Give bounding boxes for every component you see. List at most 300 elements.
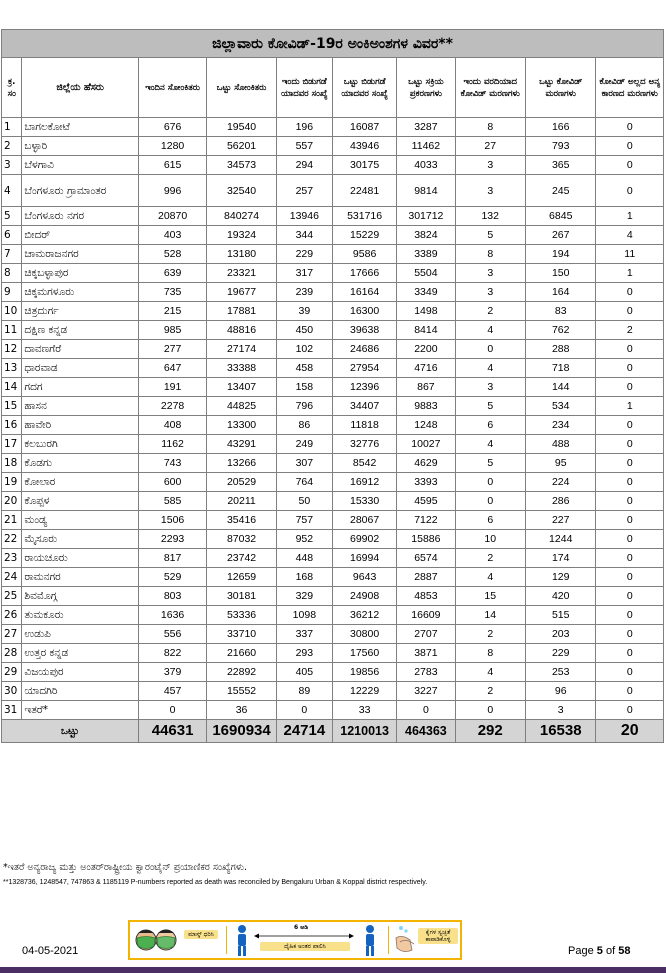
mask-label: ಮಾಸ್ಕ್ ಧರಿಸಿ (184, 930, 218, 939)
person-right-icon (362, 924, 378, 958)
table-row (2, 606, 664, 625)
cell-today-deaths: 0 (455, 492, 525, 511)
cell-active: 9883 (397, 397, 455, 416)
cell-total-discharged: 34407 (332, 397, 396, 416)
cell-today-infected: 822 (138, 644, 206, 663)
cell-total-discharged: 15330 (332, 492, 396, 511)
cell-total-discharged: 43946 (332, 137, 396, 156)
cell-total-deaths: 166 (525, 118, 595, 137)
cell-today-infected: 379 (138, 663, 206, 682)
cell-total-discharged: 16087 (332, 118, 396, 137)
cell-today-infected: 2278 (138, 397, 206, 416)
cell-active: 3389 (397, 245, 455, 264)
cell-total-infected: 56201 (207, 137, 276, 156)
table-row (2, 118, 664, 137)
table-row (2, 156, 664, 175)
cell-active: 0 (397, 701, 455, 720)
header-total-infected: ಒಟ್ಟು ಸೋಂಕಿತರು (207, 58, 276, 118)
cell-other-deaths: 0 (596, 511, 664, 530)
cell-no: 29 (2, 663, 22, 682)
cell-total-infected: 48816 (207, 321, 276, 340)
cell-total-discharged: 28067 (332, 511, 396, 530)
cell-other-deaths: 0 (596, 644, 664, 663)
cell-total-infected: 20529 (207, 473, 276, 492)
cell-today-infected: 1636 (138, 606, 206, 625)
cell-active: 4595 (397, 492, 455, 511)
table-row (2, 511, 664, 530)
cell-today-discharged: 102 (276, 340, 332, 359)
cell-today-discharged: 39 (276, 302, 332, 321)
cell-total-infected: 13407 (207, 378, 276, 397)
cell-district: ಬೀದರ್ (22, 226, 138, 245)
cell-district: ಕೋಲಾರ (22, 473, 138, 492)
cell-no: 9 (2, 283, 22, 302)
cell-active: 3871 (397, 644, 455, 663)
cell-total-infected: 15552 (207, 682, 276, 701)
cell-total-deaths: 288 (525, 340, 595, 359)
cell-total-infected: 53336 (207, 606, 276, 625)
cell-total-infected: 840274 (207, 207, 276, 226)
cell-total-infected: 23742 (207, 549, 276, 568)
cell-no: 2 (2, 137, 22, 156)
cell-today-discharged: 294 (276, 156, 332, 175)
table-row (2, 587, 664, 606)
cell-today-infected: 985 (138, 321, 206, 340)
cell-today-discharged: 257 (276, 175, 332, 207)
cell-no: 25 (2, 587, 22, 606)
hands-label: ಕೈಗಳ ಸ್ವಚ್ಛತೆ ಕಾಪಾಡಿಕೊಳ್ಳಿ (418, 928, 458, 944)
cell-other-deaths: 1 (596, 207, 664, 226)
cell-total-deaths: 267 (525, 226, 595, 245)
page-number (568, 945, 630, 957)
cell-today-deaths: 10 (455, 530, 525, 549)
cell-today-discharged: 796 (276, 397, 332, 416)
cell-today-deaths: 15 (455, 587, 525, 606)
cell-today-deaths: 3 (455, 264, 525, 283)
distance-label: ದೈಹಿಕ ಅಂತರ ಪಾಲಿಸಿ (260, 942, 350, 951)
table-row (2, 435, 664, 454)
cell-other-deaths: 0 (596, 568, 664, 587)
cell-today-discharged: 764 (276, 473, 332, 492)
cell-other-deaths: 0 (596, 378, 664, 397)
cell-total-discharged: 12396 (332, 378, 396, 397)
cell-total-discharged: 16164 (332, 283, 396, 302)
cell-total-deaths: 488 (525, 435, 595, 454)
cell-total-infected: 19324 (207, 226, 276, 245)
cell-active: 11462 (397, 137, 455, 156)
table-row (2, 175, 664, 207)
cell-today-deaths: 2 (455, 302, 525, 321)
cell-no: 11 (2, 321, 22, 340)
cell-total-discharged: 33 (332, 701, 396, 720)
cell-total-discharged: 22481 (332, 175, 396, 207)
total-active: 464363 (397, 720, 455, 743)
cell-total-deaths: 253 (525, 663, 595, 682)
cell-no: 3 (2, 156, 22, 175)
cell-total-infected: 33710 (207, 625, 276, 644)
cell-today-deaths: 5 (455, 397, 525, 416)
cell-total-discharged: 32776 (332, 435, 396, 454)
cell-total-discharged: 19856 (332, 663, 396, 682)
cell-active: 4716 (397, 359, 455, 378)
cell-today-infected: 1280 (138, 137, 206, 156)
cell-other-deaths: 0 (596, 549, 664, 568)
cell-total-discharged: 27954 (332, 359, 396, 378)
cell-active: 2200 (397, 340, 455, 359)
cell-total-deaths: 245 (525, 175, 595, 207)
cell-total-infected: 21660 (207, 644, 276, 663)
cell-today-infected: 20870 (138, 207, 206, 226)
cell-today-infected: 215 (138, 302, 206, 321)
cell-total-deaths: 6845 (525, 207, 595, 226)
cell-other-deaths: 0 (596, 606, 664, 625)
cell-today-infected: 639 (138, 264, 206, 283)
cell-today-discharged: 229 (276, 245, 332, 264)
cell-other-deaths: 0 (596, 435, 664, 454)
cell-today-discharged: 448 (276, 549, 332, 568)
cell-total-infected: 13180 (207, 245, 276, 264)
cell-today-infected: 647 (138, 359, 206, 378)
cell-today-infected: 600 (138, 473, 206, 492)
cell-active: 3227 (397, 682, 455, 701)
cell-active: 15886 (397, 530, 455, 549)
cell-total-discharged: 9643 (332, 568, 396, 587)
cell-active: 16609 (397, 606, 455, 625)
cell-no: 8 (2, 264, 22, 283)
cell-active: 1498 (397, 302, 455, 321)
cell-total-infected: 19540 (207, 118, 276, 137)
cell-active: 4629 (397, 454, 455, 473)
cell-total-infected: 13300 (207, 416, 276, 435)
cell-total-deaths: 365 (525, 156, 595, 175)
cell-no: 6 (2, 226, 22, 245)
header-district: ಜಿಲ್ಲೆಯ ಹೆಸರು (22, 58, 138, 118)
cell-total-deaths: 762 (525, 321, 595, 340)
total-total-infected: 1690934 (207, 720, 276, 743)
cell-today-infected: 528 (138, 245, 206, 264)
cell-today-discharged: 952 (276, 530, 332, 549)
cell-today-infected: 676 (138, 118, 206, 137)
header-today-infected: ಇಂದಿನ ಸೋಂಕಿತರು (138, 58, 206, 118)
cell-active: 8414 (397, 321, 455, 340)
cell-total-infected: 19677 (207, 283, 276, 302)
table-row (2, 264, 664, 283)
cell-today-discharged: 158 (276, 378, 332, 397)
table-row (2, 473, 664, 492)
banner-divider-1 (226, 926, 227, 954)
table-row (2, 137, 664, 156)
table-row (2, 207, 664, 226)
covid-district-table (1, 29, 664, 743)
table-row (2, 283, 664, 302)
cell-no: 15 (2, 397, 22, 416)
cell-no: 18 (2, 454, 22, 473)
cell-other-deaths: 0 (596, 492, 664, 511)
header-total-discharged: ಒಟ್ಟು ಬಿಡುಗಡೆ ಯಾದವರ ಸಂಖ್ಯೆ (332, 58, 396, 118)
cell-other-deaths: 1 (596, 397, 664, 416)
cell-total-discharged: 16912 (332, 473, 396, 492)
cell-no: 17 (2, 435, 22, 454)
cell-total-deaths: 229 (525, 644, 595, 663)
cell-today-infected: 735 (138, 283, 206, 302)
header-today-discharged: ಇಂದು ಬಿಡುಗಡೆ ಯಾದವರ ಸಂಖ್ಯೆ (276, 58, 332, 118)
cell-total-infected: 43291 (207, 435, 276, 454)
cell-today-discharged: 1098 (276, 606, 332, 625)
cell-no: 20 (2, 492, 22, 511)
cell-total-deaths: 420 (525, 587, 595, 606)
cell-no: 21 (2, 511, 22, 530)
cell-district: ಬಳ್ಳಾರಿ (22, 137, 138, 156)
cell-district: ಶಿವಮೊಗ್ಗ (22, 587, 138, 606)
cell-district: ಚಿಕ್ಕಬಳ್ಳಾಪುರ (22, 264, 138, 283)
cell-district: ಮೈಸೂರು (22, 530, 138, 549)
table-row (2, 416, 664, 435)
cell-other-deaths: 0 (596, 175, 664, 207)
cell-total-discharged: 17560 (332, 644, 396, 663)
cell-total-discharged: 12229 (332, 682, 396, 701)
cell-total-deaths: 96 (525, 682, 595, 701)
cell-district: ಚಿತ್ರದುರ್ಗ (22, 302, 138, 321)
header-no: ಕ್ರ. ಸಂ (2, 58, 22, 118)
cell-active: 1248 (397, 416, 455, 435)
cell-total-infected: 12659 (207, 568, 276, 587)
total-today-discharged: 24714 (276, 720, 332, 743)
cell-district: ಹಾವೇರಿ (22, 416, 138, 435)
cell-district: ಚಾಮರಾಜನಗರ (22, 245, 138, 264)
table-row (2, 226, 664, 245)
mask-segment (134, 922, 222, 958)
cell-active: 2707 (397, 625, 455, 644)
cell-district: ರಾಯಚೂರು (22, 549, 138, 568)
cell-other-deaths: 0 (596, 283, 664, 302)
page-of: of (605, 945, 616, 957)
cell-today-discharged: 557 (276, 137, 332, 156)
cell-no: 13 (2, 359, 22, 378)
cell-total-infected: 44825 (207, 397, 276, 416)
hand-wash-icon (392, 924, 418, 958)
cell-district: ಕೊಡಗು (22, 454, 138, 473)
total-total-discharged: 1210013 (332, 720, 396, 743)
cell-no: 28 (2, 644, 22, 663)
cell-district: ತುಮಕೂರು (22, 606, 138, 625)
cell-no: 10 (2, 302, 22, 321)
cell-today-infected: 1162 (138, 435, 206, 454)
cell-total-discharged: 69902 (332, 530, 396, 549)
cell-today-deaths: 8 (455, 245, 525, 264)
cell-total-infected: 13266 (207, 454, 276, 473)
cell-total-discharged: 9586 (332, 245, 396, 264)
cell-today-deaths: 2 (455, 549, 525, 568)
cell-other-deaths: 0 (596, 156, 664, 175)
cell-other-deaths: 0 (596, 473, 664, 492)
cell-active: 3824 (397, 226, 455, 245)
table-row (2, 568, 664, 587)
cell-no: 23 (2, 549, 22, 568)
cell-total-deaths: 718 (525, 359, 595, 378)
cell-total-discharged: 11818 (332, 416, 396, 435)
cell-total-deaths: 144 (525, 378, 595, 397)
cell-today-deaths: 5 (455, 454, 525, 473)
table-body (2, 118, 664, 720)
cell-today-discharged: 450 (276, 321, 332, 340)
cell-district: ಯಾದಗಿರಿ (22, 682, 138, 701)
cell-today-deaths: 27 (455, 137, 525, 156)
cell-total-deaths: 174 (525, 549, 595, 568)
table-row (2, 530, 664, 549)
cell-today-infected: 1506 (138, 511, 206, 530)
cell-other-deaths: 11 (596, 245, 664, 264)
cell-total-deaths: 224 (525, 473, 595, 492)
cell-other-deaths: 1 (596, 264, 664, 283)
cell-today-discharged: 196 (276, 118, 332, 137)
total-row (2, 720, 664, 743)
cell-today-infected: 408 (138, 416, 206, 435)
cell-district: ಬೆಂಗಳೂರು ಗ್ರಾಮಾಂತರ (22, 175, 138, 207)
cell-today-deaths: 2 (455, 625, 525, 644)
cell-active: 4033 (397, 156, 455, 175)
cell-total-infected: 87032 (207, 530, 276, 549)
mask-icon (134, 924, 180, 958)
cell-active: 301712 (397, 207, 455, 226)
cell-total-discharged: 16994 (332, 549, 396, 568)
cell-district: ರಾಮನಗರ (22, 568, 138, 587)
banner-divider-2 (388, 926, 389, 954)
cell-today-deaths: 0 (455, 340, 525, 359)
total-label: ಒಟ್ಟು (2, 720, 139, 743)
person-left-icon (234, 924, 250, 958)
footnote-others: *ಇತರೆ ಅನ್ಯರಾಜ್ಯ ಮತ್ತು ಅಂತರ್‌ರಾಷ್ಟ್ರೀಯ ಕ್ವಾರಂಟೈನ್ ಪ್ರಯಾಣಿಕರ ಸಂಖ್ಯೆಗಳು. (3, 862, 248, 873)
cell-district: ಕೊಪ್ಪಳ (22, 492, 138, 511)
cell-no: 1 (2, 118, 22, 137)
cell-today-deaths: 4 (455, 663, 525, 682)
distance-value: 6 ಅಡಿ (294, 924, 308, 931)
header-row (2, 58, 664, 118)
cell-today-infected: 996 (138, 175, 206, 207)
cell-no: 12 (2, 340, 22, 359)
cell-active: 2783 (397, 663, 455, 682)
cell-today-discharged: 50 (276, 492, 332, 511)
cell-today-deaths: 5 (455, 226, 525, 245)
cell-other-deaths: 0 (596, 340, 664, 359)
cell-total-discharged: 24686 (332, 340, 396, 359)
cell-today-deaths: 132 (455, 207, 525, 226)
safety-banner (128, 920, 462, 960)
cell-today-discharged: 307 (276, 454, 332, 473)
cell-no: 16 (2, 416, 22, 435)
cell-district: ಇತರೆ* (22, 701, 138, 720)
cell-today-discharged: 329 (276, 587, 332, 606)
footnote-reconciled: **1328736, 1248547, 747863 & 1185119 P-numbers reported as death was reconciled by Bengaluru Urban & Koppal district respectively. (3, 879, 428, 886)
table-row (2, 245, 664, 264)
table-title: ಜಿಲ್ಲಾವಾರು ಕೋವಿಡ್-19ರ ಅಂಕಿಅಂಶಗಳ ವಿವರ** (2, 30, 664, 58)
table-row (2, 302, 664, 321)
header-other-deaths: ಕೋವಿಡ್ ಅಲ್ಲದ ಅನ್ಯ ಕಾರಣದ ಮರಣಗಳು (596, 58, 664, 118)
cell-total-deaths: 227 (525, 511, 595, 530)
footer-date: 04-05-2021 (22, 945, 79, 957)
cell-district: ಉಡುಪಿ (22, 625, 138, 644)
cell-other-deaths: 0 (596, 587, 664, 606)
cell-other-deaths: 0 (596, 118, 664, 137)
cell-other-deaths: 0 (596, 701, 664, 720)
hands-segment (392, 922, 460, 958)
cell-district: ಚಿಕ್ಕಮಗಳೂರು (22, 283, 138, 302)
cell-today-deaths: 4 (455, 435, 525, 454)
cell-other-deaths: 2 (596, 321, 664, 340)
cell-today-infected: 803 (138, 587, 206, 606)
cell-other-deaths: 0 (596, 416, 664, 435)
cell-other-deaths: 4 (596, 226, 664, 245)
cell-district: ಮಂಡ್ಯ (22, 511, 138, 530)
total-other-deaths: 20 (596, 720, 664, 743)
table-row (2, 625, 664, 644)
cell-today-deaths: 3 (455, 378, 525, 397)
cell-district: ಬಾಗಲಕೋಟೆ (22, 118, 138, 137)
cell-total-discharged: 15229 (332, 226, 396, 245)
cell-today-deaths: 4 (455, 321, 525, 340)
cell-total-discharged: 17666 (332, 264, 396, 283)
cell-today-deaths: 2 (455, 682, 525, 701)
cell-other-deaths: 0 (596, 625, 664, 644)
bottom-bar (0, 967, 666, 973)
cell-other-deaths: 0 (596, 454, 664, 473)
table-row (2, 549, 664, 568)
cell-today-deaths: 3 (455, 175, 525, 207)
cell-today-discharged: 405 (276, 663, 332, 682)
cell-district: ಬೆಂಗಳೂರು ನಗರ (22, 207, 138, 226)
cell-district: ಗದಗ (22, 378, 138, 397)
cell-total-deaths: 234 (525, 416, 595, 435)
cell-today-deaths: 14 (455, 606, 525, 625)
table-row (2, 701, 664, 720)
cell-no: 14 (2, 378, 22, 397)
cell-today-deaths: 0 (455, 701, 525, 720)
cell-total-infected: 32540 (207, 175, 276, 207)
cell-active: 2887 (397, 568, 455, 587)
cell-total-discharged: 39638 (332, 321, 396, 340)
cell-no: 4 (2, 175, 22, 207)
cell-total-deaths: 793 (525, 137, 595, 156)
cell-no: 24 (2, 568, 22, 587)
cell-today-infected: 743 (138, 454, 206, 473)
cell-total-discharged: 24908 (332, 587, 396, 606)
cell-other-deaths: 0 (596, 359, 664, 378)
cell-district: ವಿಜಯಪುರ (22, 663, 138, 682)
cell-today-deaths: 4 (455, 568, 525, 587)
cell-today-discharged: 89 (276, 682, 332, 701)
cell-active: 6574 (397, 549, 455, 568)
header-total-deaths: ಒಟ್ಟು ಕೋವಿಡ್ ಮರಣಗಳು (525, 58, 595, 118)
cell-total-deaths: 534 (525, 397, 595, 416)
cell-district: ದಕ್ಷಿಣ ಕನ್ನಡ (22, 321, 138, 340)
cell-total-deaths: 203 (525, 625, 595, 644)
cell-district: ದಾವಣಗೆರೆ (22, 340, 138, 359)
distance-segment (232, 922, 384, 958)
cell-today-deaths: 0 (455, 473, 525, 492)
cell-active: 7122 (397, 511, 455, 530)
table-row (2, 682, 664, 701)
cell-today-deaths: 4 (455, 359, 525, 378)
cell-total-discharged: 30175 (332, 156, 396, 175)
table-row (2, 644, 664, 663)
cell-total-infected: 27174 (207, 340, 276, 359)
cell-total-discharged: 531716 (332, 207, 396, 226)
cell-today-discharged: 239 (276, 283, 332, 302)
cell-today-discharged: 757 (276, 511, 332, 530)
cell-today-discharged: 293 (276, 644, 332, 663)
cell-today-infected: 585 (138, 492, 206, 511)
cell-no: 27 (2, 625, 22, 644)
cell-total-infected: 33388 (207, 359, 276, 378)
